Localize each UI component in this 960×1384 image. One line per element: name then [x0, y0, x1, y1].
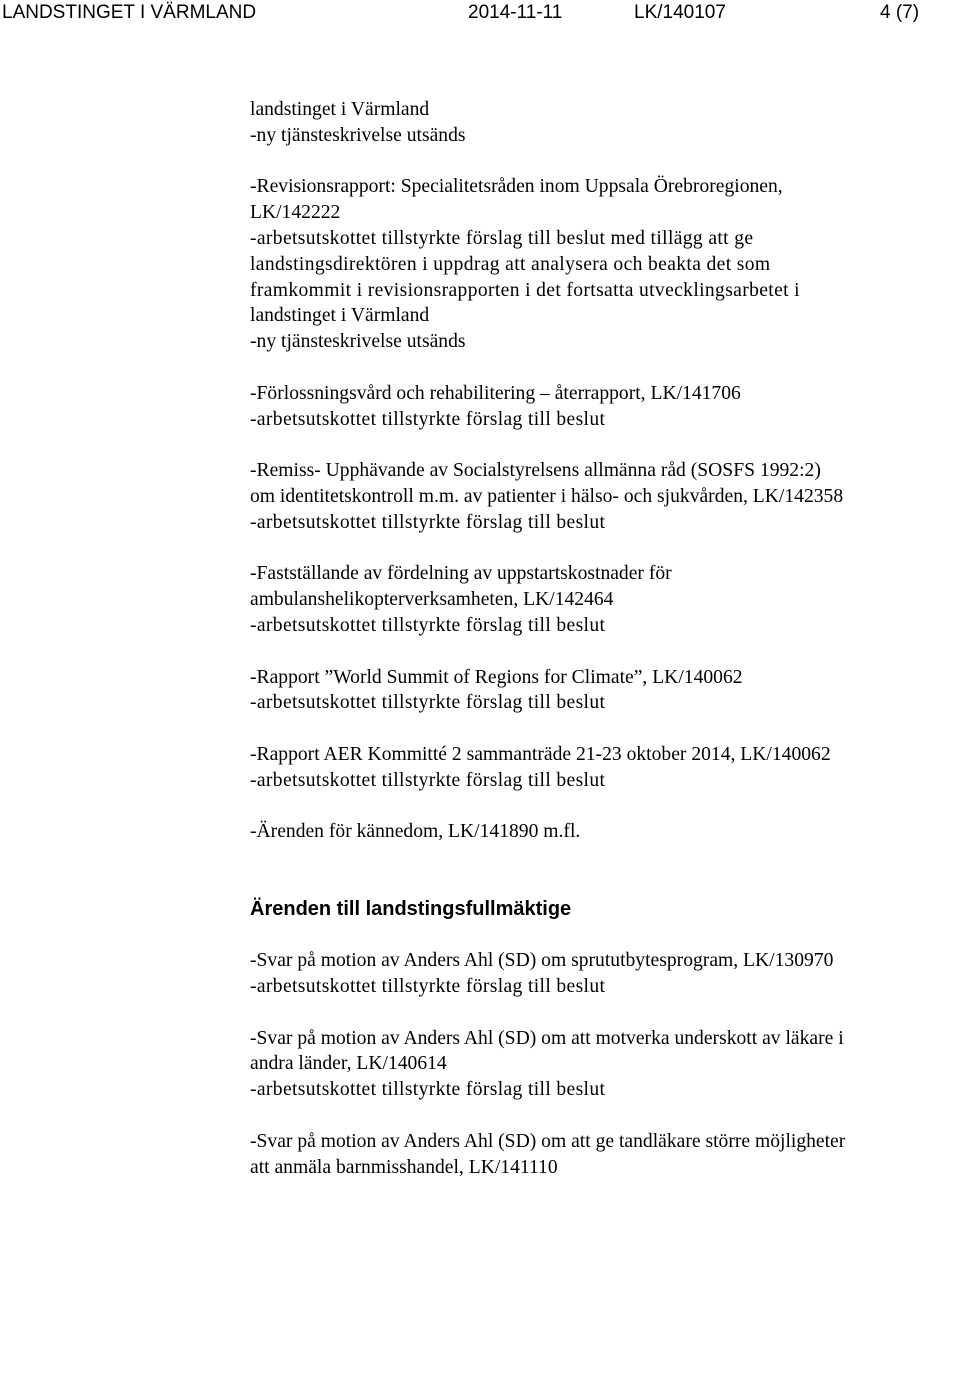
agenda-item-line: -Remiss- Upphävande av Socialstyrelsens allmänna råd (SOSFS 1992:2) [250, 460, 821, 482]
paragraph-gap [250, 639, 955, 665]
agenda-item-line: om identitetskontroll m.m. av patienter i hälso- och sjukvården, LK/142358 [250, 485, 844, 507]
agenda-item-line: -arbetsutskottet tillstyrkte förslag till beslut [250, 614, 606, 636]
agenda-item-line: -arbetsutskottet tillstyrkte förslag till beslut med tillägg att ge [250, 227, 754, 249]
section-heading: Ärenden till landstingsfullmäktige [250, 897, 572, 920]
agenda-item-line: landstinget i Värmland [250, 99, 430, 120]
paragraph-gap [250, 1103, 955, 1129]
agenda-item-line: -ny tjänsteskrivelse utsänds [250, 331, 466, 353]
agenda-item-line: -Ärenden för kännedom, LK/141890 m.fl. [250, 821, 581, 843]
paragraph-gap [250, 794, 955, 820]
agenda-item-line: -arbetsutskottet tillstyrkte förslag till beslut [250, 769, 606, 791]
paragraph-gap [250, 355, 955, 381]
agenda-item-line: -Svar på motion av Anders Ahl (SD) om sprututbytesprogram, LK/130970 [250, 950, 834, 972]
paragraph-gap [250, 845, 955, 871]
header-organization: LANDSTINGET I VÄRMLAND [2, 2, 257, 23]
agenda-item-line: att anmäla barnmisshandel, LK/141110 [250, 1156, 558, 1178]
agenda-item [250, 1129, 955, 1181]
agenda-item [250, 665, 955, 717]
agenda-item-line: LK/142222 [250, 202, 341, 224]
header-page-number: 4 (7) [880, 2, 920, 23]
agenda-item-line: andra länder, LK/140614 [250, 1053, 447, 1075]
page-header [0, 2, 960, 28]
agenda-item-line: landstinget i Värmland [250, 305, 430, 327]
agenda-item [250, 381, 955, 433]
agenda-item-line: landstingsdirektören i uppdrag att analysera och beakta det som [250, 253, 771, 275]
agenda-item-line: -arbetsutskottet tillstyrkte förslag till beslut [250, 976, 606, 998]
agenda-item-line: -Revisionsrapport: Specialitetsråden inom Uppsala Örebroregionen, [250, 176, 783, 198]
paragraph-gap [250, 536, 955, 562]
agenda-item [250, 458, 955, 535]
agenda-item [250, 97, 955, 149]
agenda-item [250, 561, 955, 638]
agenda-item-line: -Förlossningsvård och rehabilitering – återrapport, LK/141706 [250, 382, 741, 404]
paragraph-gap [250, 149, 955, 175]
agenda-item-line: ambulanshelikopterverksamheten, LK/142464 [250, 589, 614, 611]
agenda-item-line: -Fastställande av fördelning av uppstartskostnader för [250, 563, 672, 585]
agenda-item-line: -Svar på motion av Anders Ahl (SD) om att motverka underskott av läkare i [250, 1027, 844, 1049]
agenda-item-line: -arbetsutskottet tillstyrkte förslag till beslut [250, 511, 606, 533]
agenda-item-line: -Rapport ”World Summit of Regions for Climate”, LK/140062 [250, 666, 743, 688]
header-reference: LK/140107 [634, 2, 726, 23]
agenda-item-line: -Svar på motion av Anders Ahl (SD) om att ge tandläkare större möjligheter [250, 1130, 846, 1152]
agenda-item [250, 819, 955, 845]
agenda-item [250, 1026, 955, 1103]
agenda-item [250, 174, 955, 355]
agenda-item-line: -arbetsutskottet tillstyrkte förslag till beslut [250, 692, 606, 714]
agenda-item-line: -ny tjänsteskrivelse utsänds [250, 124, 466, 146]
paragraph-gap [250, 716, 955, 742]
document-body [250, 97, 955, 1180]
paragraph-gap [250, 871, 955, 897]
paragraph-gap [250, 432, 955, 458]
header-date: 2014-11-11 [468, 2, 563, 23]
paragraph-gap [250, 923, 955, 949]
agenda-item-line: -arbetsutskottet tillstyrkte förslag till beslut [250, 408, 606, 430]
agenda-item [250, 742, 955, 794]
agenda-item-line: framkommit i revisionsrapporten i det fortsatta utvecklingsarbetet i [250, 279, 800, 301]
agenda-item [250, 948, 955, 1000]
agenda-item-line: -Rapport AER Kommitté 2 sammanträde 21-23 oktober 2014, LK/140062 [250, 743, 831, 765]
agenda-item-line: -arbetsutskottet tillstyrkte förslag till beslut [250, 1079, 606, 1101]
paragraph-gap [250, 1000, 955, 1026]
